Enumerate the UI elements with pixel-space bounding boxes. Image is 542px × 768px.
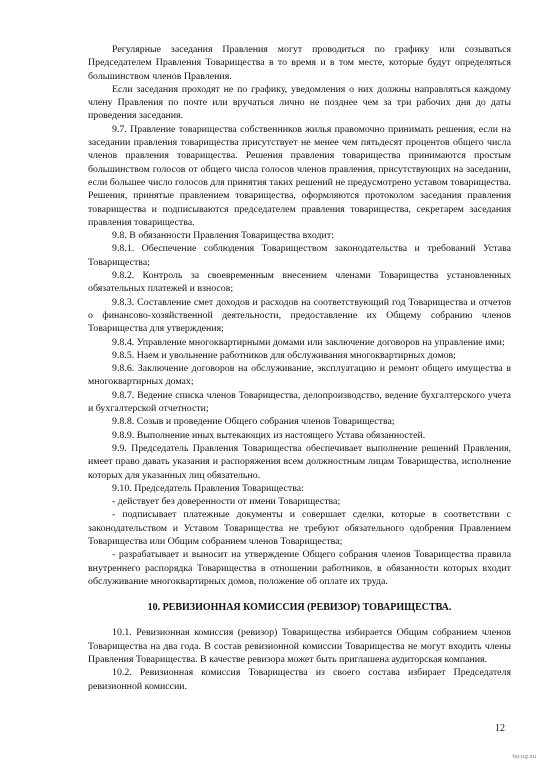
list-item-9-8-2: 9.8.2. Контроль за своевременным внесением членами Товарищества установленных обязательных платежей и взносов;	[88, 270, 511, 295]
site-watermark: tsj-ug.su	[512, 754, 536, 760]
list-item-9-8-8: 9.8.8. Созыв и проведение Общего собрания членов Товарищества;	[112, 416, 395, 428]
paragraph-10-1: 10.1. Ревизионная комиссия (ревизор) Товарищества избирается Общим собранием членов Товарищества на два года. В состав ревизионной комиссии Товарищества не могут входить члены Правления Товарищества. В качестве ревизора может быть приглашена аудиторская компания.	[88, 627, 511, 666]
paragraph-9-8: 9.8. В обязанности Правления Товарищества входит:	[112, 230, 334, 242]
list-item-9-8-9: 9.8.9. Выполнение иных вытекающих из настоящего Устава обязанностей.	[112, 429, 426, 441]
list-item-9-8-6: 9.8.6. Заключение договоров на обслуживание, эксплуатацию и ремонт общего имущества в многоквартирных домах;	[88, 363, 511, 388]
paragraph: Регулярные заседания Правления могут проводиться по графику или созываться Председателем Правления Товарищества в то время и в том месте, которые будут определяться большинством членов Правления.	[88, 44, 511, 82]
list-item-9-8-3: 9.8.3. Составление смет доходов и расходов на соответствующий год Товарищества и отчетов о финансово-хозяйственной деятельности, предоставление их Общему собранию членов Товарищества для утверждения;	[88, 296, 511, 335]
list-item-dash: - действует без доверенности от имени Товарищества;	[112, 496, 341, 508]
paragraph: Если заседания проходят не по графику, уведомления о них должны направляться каждому члену Правления по почте или вручаться лично не позднее чем за три рабочих дня до даты проведения заседания.	[88, 83, 511, 122]
section-heading: 10. РЕВИЗИОННАЯ КОМИССИЯ (РЕВИЗОР) ТОВАРИЩЕСТВА.	[147, 602, 452, 614]
paragraph-10-2: 10.2. Ревизионная комиссия Товарищества из своего состава избирает Председателя ревизионной комиссии.	[88, 667, 511, 692]
list-item-dash: - подписывает платежные документы и совершает сделки, которые в соответствии с законодательством и Уставом Товарищества не требуют обязательного одобрения Правлением Товарищества или Общим собранием членов Товарищества;	[88, 509, 511, 547]
list-item-dash: - разрабатывает и выносит на утверждение Общего собрания членов Товарищества правила внутреннего распорядка Товарищества в отношении работников, в обязанности которых входит обслуживание многоквартирных домов, положение об оплате их труда.	[88, 549, 511, 587]
paragraph-9-10: 9.10. Председатель Правления Товарищества:	[112, 482, 304, 494]
list-item-9-8-5: 9.8.5. Наем и увольнение работников для обслуживания многоквартирных домов;	[112, 349, 456, 361]
list-item-9-8-4: 9.8.4. Управление многоквартирными домами или заключение договоров на управление ими;	[112, 336, 505, 348]
page-number: 12	[495, 723, 505, 734]
paragraph-9-7: 9.7. Правление товарищества собственников жилья правомочно принимать решения, если на заседании правления товарищества присутствует не менее чем пятьдесят процентов общего числа членов правления товарищества. Решения правления товарищества принимаются простым большинством голосов от общего числа голосов членов правления, присутствующих на заседании, если большее число голосов для принятия таких решений не предусмотрено уставом товарищества. Решения, принятые правлением товарищества, оформляются протоколом заседания правления товарищества и подписываются председателем правления товарищества, секретарем заседания правления товарищества.	[88, 123, 511, 228]
paragraph-9-9: 9.9. Председатель Правления Товарищества обеспечивает выполнение решений Правления, имеет право давать указания и распоряжения всем должностным лицам Товарищества, исполнение которых для указанных лиц обязательно.	[88, 442, 511, 481]
list-item-9-8-7: 9.8.7. Ведение списка членов Товарищества, делопроизводство, ведение бухгалтерского учета и бухгалтерской отчетности;	[88, 389, 511, 415]
document-body	[88, 43, 511, 693]
list-item-9-8-1: 9.8.1. Обеспечение соблюдения Товариществом законодательства и требований Устава Товарищества;	[88, 243, 511, 268]
